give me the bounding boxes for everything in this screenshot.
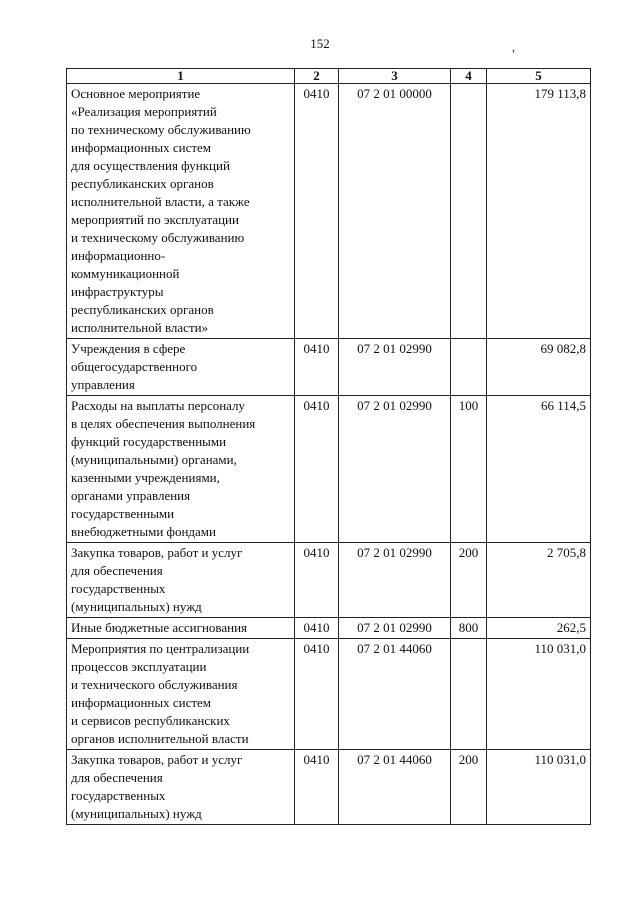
description-line: органов исполнительной власти xyxy=(71,731,249,746)
row-description xyxy=(67,618,295,639)
row-target-article: 07 2 01 44060 xyxy=(339,750,451,825)
page-mark: , xyxy=(512,40,515,54)
row-target-article: 07 2 01 02990 xyxy=(339,543,451,618)
description-line: по техническому обслуживанию xyxy=(71,122,251,137)
description-line: для обеспечения xyxy=(71,770,163,785)
description-line: Мероприятия по централизации xyxy=(71,641,250,656)
description-line: Закупка товаров, работ и услуг xyxy=(71,752,243,767)
description-line: Иные бюджетные ассигнования xyxy=(71,620,248,635)
row-expense-type xyxy=(451,84,487,339)
row-target-article: 07 2 01 02990 xyxy=(339,396,451,543)
description-line: государственных xyxy=(71,581,166,596)
row-amount: 262,5 xyxy=(487,618,591,639)
description-line: для осуществления функций xyxy=(71,158,230,173)
row-description xyxy=(67,396,295,543)
description-line: внебюджетными фондами xyxy=(71,524,216,539)
table-row xyxy=(67,339,591,396)
description-line: (муниципальных) нужд xyxy=(71,806,202,821)
description-line: Расходы на выплаты персоналу xyxy=(71,398,246,413)
description-line: исполнительной власти» xyxy=(71,320,209,335)
row-expense-type xyxy=(451,639,487,750)
row-description xyxy=(67,750,295,825)
row-target-article: 07 2 01 44060 xyxy=(339,639,451,750)
table-body xyxy=(67,84,591,825)
row-description xyxy=(67,84,295,339)
table-row xyxy=(67,639,591,750)
row-expense-type: 100 xyxy=(451,396,487,543)
description-line: (муниципальными) органами, xyxy=(71,452,237,467)
description-line: управления xyxy=(71,377,135,392)
description-line: казенными учреждениями, xyxy=(71,470,220,485)
description-line: в целях обеспечения выполнения xyxy=(71,416,256,431)
row-amount: 2 705,8 xyxy=(487,543,591,618)
description-line: информационно- xyxy=(71,248,166,263)
row-expense-type: 200 xyxy=(451,750,487,825)
description-line: республиканских органов xyxy=(71,176,214,191)
row-description xyxy=(67,339,295,396)
description-line: Учреждения в сфере xyxy=(71,341,186,356)
row-amount: 66 114,5 xyxy=(487,396,591,543)
description-line: информационных систем xyxy=(71,140,212,155)
row-expense-type: 800 xyxy=(451,618,487,639)
row-section: 0410 xyxy=(295,543,339,618)
description-line: и техническому обслуживанию xyxy=(71,230,245,245)
description-line: органами управления xyxy=(71,488,191,503)
table-row xyxy=(67,750,591,825)
description-line: процессов эксплуатации xyxy=(71,659,207,674)
description-line: для обеспечения xyxy=(71,563,163,578)
description-line: и сервисов республиканских xyxy=(71,713,230,728)
row-target-article: 07 2 01 00000 xyxy=(339,84,451,339)
row-description xyxy=(67,543,295,618)
header-col-4: 4 xyxy=(451,69,487,84)
table-row xyxy=(67,396,591,543)
header-col-2: 2 xyxy=(295,69,339,84)
description-line: функций государственными xyxy=(71,434,227,449)
description-line: государственными xyxy=(71,506,175,521)
page-number: 152 xyxy=(310,36,330,51)
row-amount: 110 031,0 xyxy=(487,750,591,825)
header-col-5: 5 xyxy=(487,69,591,84)
row-amount: 179 113,8 xyxy=(487,84,591,339)
description-line: коммуникационной xyxy=(71,266,180,281)
budget-table xyxy=(66,68,591,825)
description-line: исполнительной власти, а также xyxy=(71,194,250,209)
description-line: информационных систем xyxy=(71,695,212,710)
row-expense-type xyxy=(451,339,487,396)
row-amount: 69 082,8 xyxy=(487,339,591,396)
row-section: 0410 xyxy=(295,339,339,396)
header-col-1: 1 xyxy=(67,69,295,84)
row-section: 0410 xyxy=(295,84,339,339)
row-section: 0410 xyxy=(295,639,339,750)
header-row xyxy=(67,69,591,84)
description-line: общегосударственного xyxy=(71,359,198,374)
table-row xyxy=(67,84,591,339)
table-row xyxy=(67,618,591,639)
row-target-article: 07 2 01 02990 xyxy=(339,339,451,396)
description-line: мероприятий по эксплуатации xyxy=(71,212,239,227)
description-line: Закупка товаров, работ и услуг xyxy=(71,545,243,560)
description-line: и технического обслуживания xyxy=(71,677,238,692)
row-section: 0410 xyxy=(295,396,339,543)
description-line: инфраструктуры xyxy=(71,284,164,299)
description-line: республиканских органов xyxy=(71,302,214,317)
description-line: государственных xyxy=(71,788,166,803)
description-line: Основное мероприятие xyxy=(71,86,201,101)
table-row xyxy=(67,543,591,618)
row-section: 0410 xyxy=(295,750,339,825)
row-amount: 110 031,0 xyxy=(487,639,591,750)
description-line: (муниципальных) нужд xyxy=(71,599,202,614)
row-expense-type: 200 xyxy=(451,543,487,618)
description-line: «Реализация мероприятий xyxy=(71,104,217,119)
row-description xyxy=(67,639,295,750)
row-target-article: 07 2 01 02990 xyxy=(339,618,451,639)
row-section: 0410 xyxy=(295,618,339,639)
header-col-3: 3 xyxy=(339,69,451,84)
